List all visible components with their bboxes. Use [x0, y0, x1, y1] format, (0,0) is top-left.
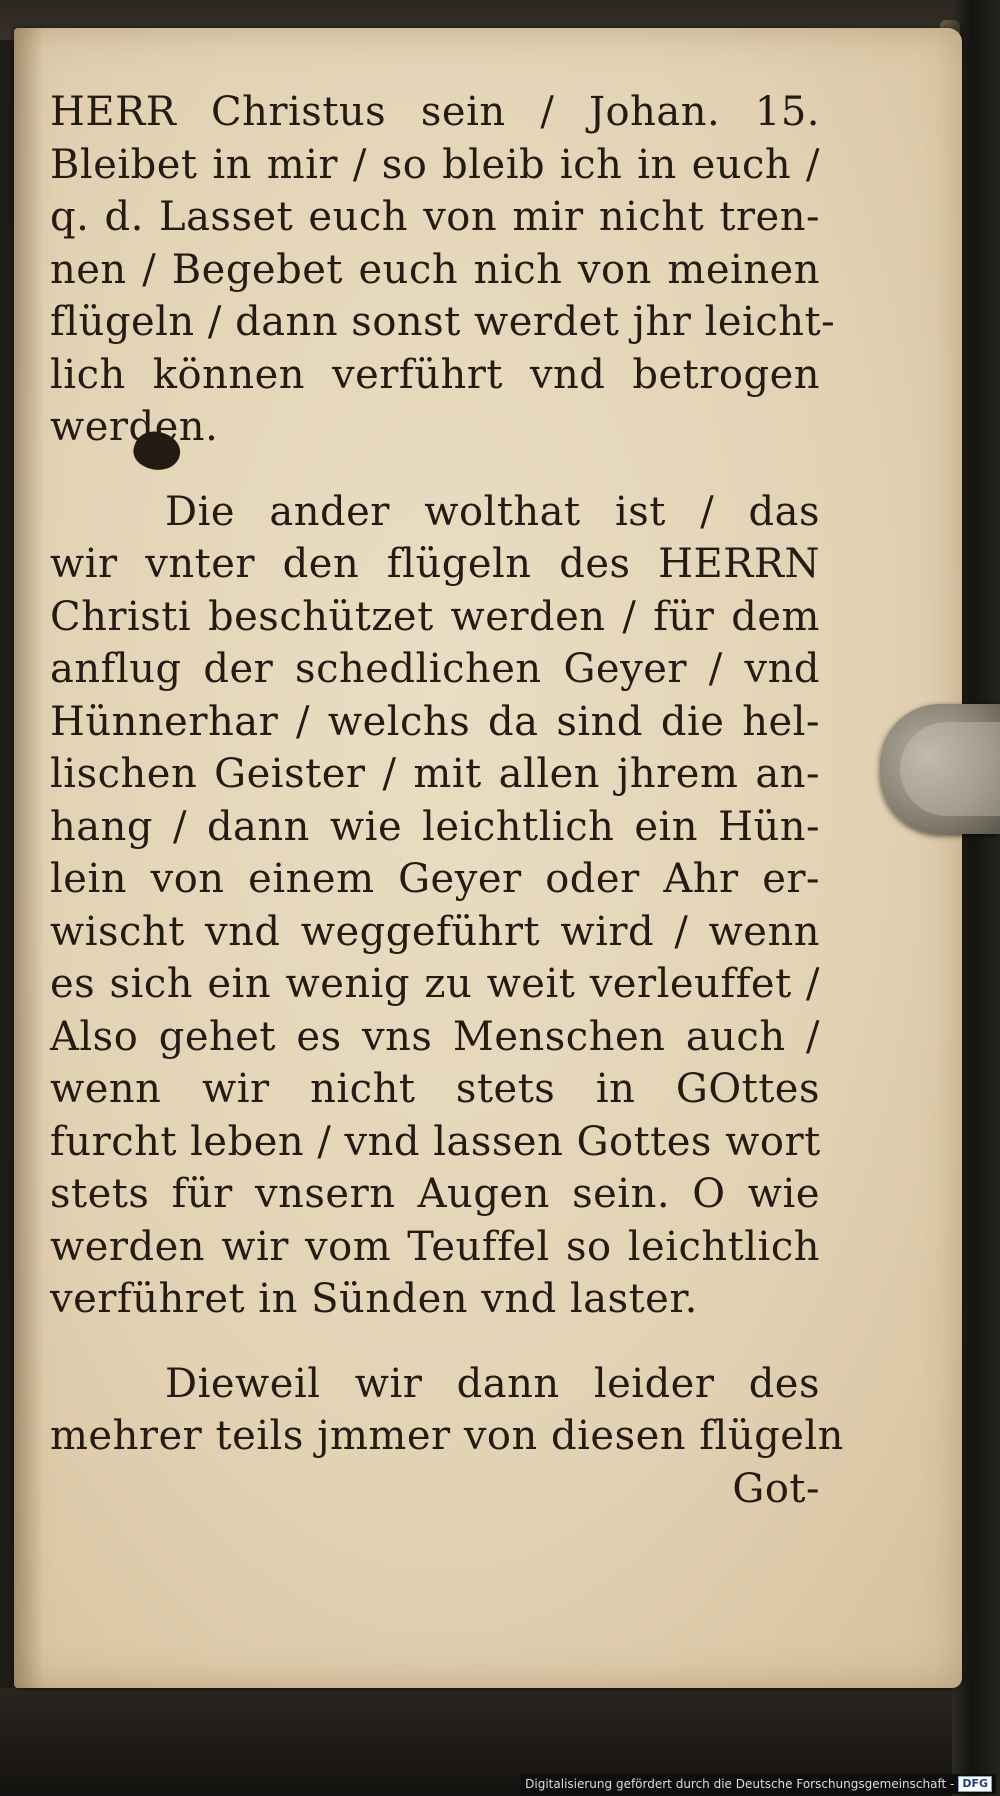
- paragraph-gap: [50, 454, 820, 486]
- credit-text: Digitalisierung gefördert durch die Deutsche Forschungsgemeinschaft -: [525, 1777, 955, 1791]
- text-line: HERR Christus sein / Johan. 15.: [50, 89, 820, 135]
- text-line: lein von einem Geyer oder Ahr er-: [50, 856, 820, 902]
- text-line: wenn wir nicht stets in GOttes: [50, 1066, 820, 1112]
- text-line: wischt vnd weggeführt wird / wenn: [50, 908, 820, 955]
- page-gutter-shade: [14, 28, 44, 1688]
- text-line: wir vnter den flügeln des HERRN: [50, 541, 820, 587]
- text-line: flügeln / dann sonst werdet jhr leicht-: [50, 299, 836, 345]
- paragraph-gap: [50, 1326, 820, 1358]
- text-line: lischen Geister / mit allen jhrem an-: [50, 751, 820, 797]
- text-line: Die ander wolthat ist / das: [165, 488, 820, 535]
- digitization-credit: [521, 1774, 996, 1794]
- text-line: werden wir vom Teuffel so leichtlich: [50, 1223, 820, 1270]
- text-line: Also gehet es vns Menschen auch /: [50, 1013, 820, 1060]
- text-line: werden.: [50, 404, 219, 450]
- page-clip-highlight: [900, 722, 1000, 816]
- text-line: lich können verführt vnd betrogen: [50, 351, 820, 398]
- text-line: verführet in Sünden vnd laster.: [50, 1276, 698, 1322]
- text-line: es sich ein wenig zu weit verleuffet /: [50, 961, 820, 1007]
- page-text: [50, 86, 844, 1515]
- text-line: nen / Begebet euch nich von meinen: [50, 246, 820, 293]
- text-line: Bleibet in mir / so bleib ich in euch /: [50, 141, 820, 188]
- text-line: furcht leben / vnd lassen Gottes wort: [50, 1118, 821, 1165]
- text-line: q. d. Lasset euch von mir nicht tren-: [50, 194, 820, 240]
- catchword: Got-: [732, 1465, 820, 1512]
- text-line: mehrer teils jmmer von diesen flügeln: [50, 1413, 844, 1459]
- text-line: Hünnerhar / welchs da sind die hel-: [50, 698, 820, 745]
- dfg-logo: DFG: [958, 1776, 992, 1792]
- text-line: Dieweil wir dann leider des: [165, 1360, 820, 1407]
- text-line: hang / dann wie leichtlich ein Hün-: [50, 803, 820, 850]
- text-line: anflug der schedlichen Geyer / vnd: [50, 646, 820, 692]
- text-line: Christi beschützet werden / für dem: [50, 593, 820, 640]
- text-line: stets für vnsern Augen sein. O wie: [50, 1171, 820, 1217]
